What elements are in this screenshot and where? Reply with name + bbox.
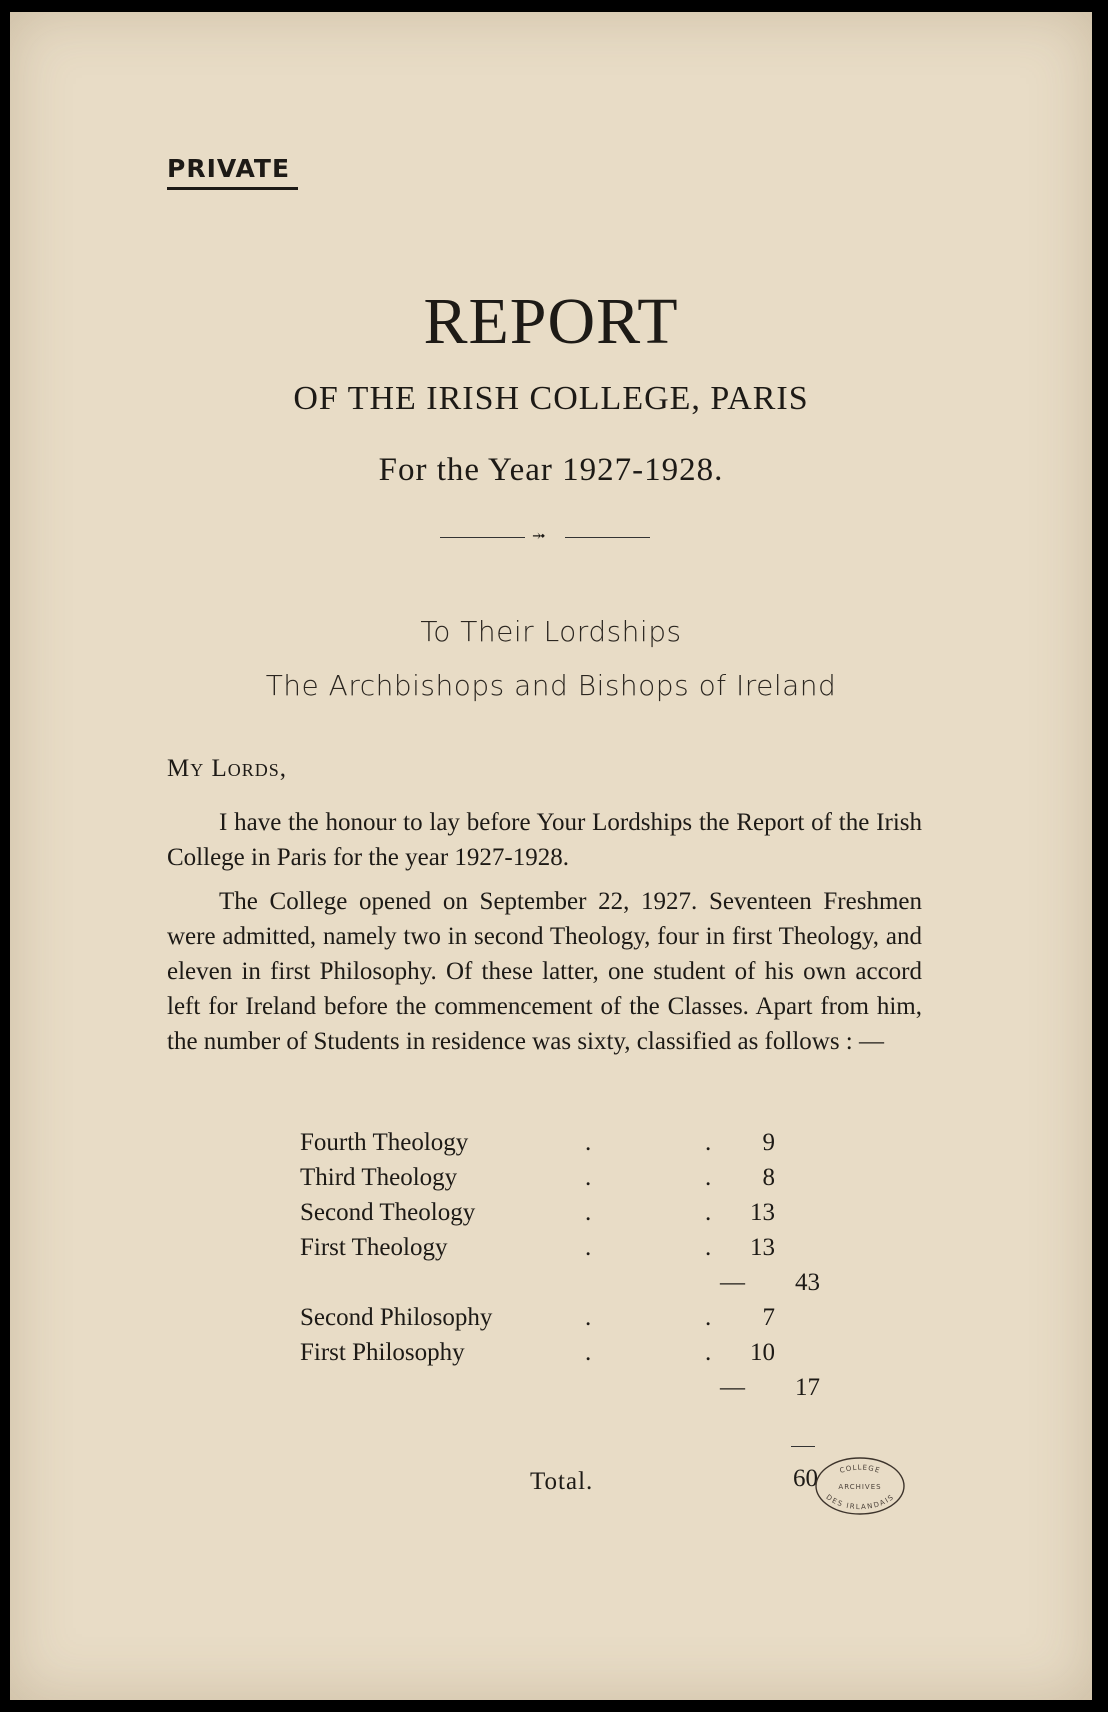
row-value: 10 <box>750 1339 775 1366</box>
table-row <box>300 1234 840 1269</box>
stamp-bottom-text: DES IRLANDAIS <box>824 1492 896 1512</box>
report-subtitle: OF THE IRISH COLLEGE, PARIS <box>293 380 809 417</box>
row-value: 9 <box>762 1129 775 1156</box>
stamp-top-text: COLLEGE <box>838 1463 882 1475</box>
row-value: 7 <box>762 1304 775 1331</box>
table-row <box>300 1164 840 1199</box>
subtotal-dash: — <box>720 1374 745 1401</box>
stamp-middle-text: ARCHIVES <box>838 1483 882 1491</box>
leader-dot: . <box>705 1199 712 1226</box>
divider-ornament <box>440 530 650 544</box>
leader-dot: . <box>585 1339 592 1366</box>
subtotal-value: 17 <box>795 1374 820 1401</box>
leader-dot: . <box>585 1199 592 1226</box>
private-label: PRIVATE <box>167 154 291 183</box>
table-row <box>300 1129 840 1164</box>
row-value: 13 <box>750 1199 775 1226</box>
subtotal-row <box>300 1269 840 1304</box>
subtotal-row <box>300 1374 840 1409</box>
leader-dot: . <box>585 1164 592 1191</box>
row-label: Fourth Theology <box>300 1129 469 1156</box>
private-underline <box>167 187 298 190</box>
total-label: Total. <box>530 1468 594 1495</box>
leader-dot: . <box>585 1304 592 1331</box>
archive-stamp <box>810 1450 910 1522</box>
row-label: First Philosophy <box>300 1339 465 1366</box>
table-row <box>300 1199 840 1234</box>
table-row <box>300 1339 840 1374</box>
row-value: 13 <box>750 1234 775 1261</box>
address-line-1: To Their Lordships <box>420 615 682 648</box>
salutation: My Lords, <box>167 755 288 782</box>
total-value: 60 <box>793 1465 818 1492</box>
paragraph-1: I have the honour to lay before Your Lordships the Report of the Irish College in Paris for the year 1927-1928. <box>167 809 922 871</box>
subtotal-value: 43 <box>795 1269 820 1296</box>
total-rule <box>791 1446 815 1447</box>
row-label: First Theology <box>300 1234 448 1261</box>
ornament-glyph: ⤞ <box>532 528 546 545</box>
leader-dot: . <box>585 1234 592 1261</box>
row-value: 8 <box>762 1164 775 1191</box>
leader-dot: . <box>585 1129 592 1156</box>
row-label: Third Theology <box>300 1164 458 1191</box>
report-title: REPORT <box>423 285 679 358</box>
table-row <box>300 1304 840 1339</box>
leader-dot: . <box>705 1304 712 1331</box>
leader-dot: . <box>705 1164 712 1191</box>
address-line-2: The Archbishops and Bishops of Ireland <box>265 669 837 702</box>
report-year: For the Year 1927-1928. <box>378 452 724 488</box>
leader-dot: . <box>705 1339 712 1366</box>
leader-dot: . <box>705 1129 712 1156</box>
row-label: Second Philosophy <box>300 1304 493 1331</box>
leader-dot: . <box>705 1234 712 1261</box>
subtotal-dash: — <box>720 1269 745 1296</box>
document-page <box>10 12 1092 1700</box>
row-label: Second Theology <box>300 1199 476 1226</box>
paragraph-2: The College opened on September 22, 1927. Seventeen Freshmen were admitted, namely two in second Theology, four in first Theology, and eleven in first Philosophy. Of these latter, one student of his own accord left for Ireland before the commencement of the Classes. Apart from him, the number of Students in residence was sixty, classified as follows : — <box>167 888 922 1055</box>
